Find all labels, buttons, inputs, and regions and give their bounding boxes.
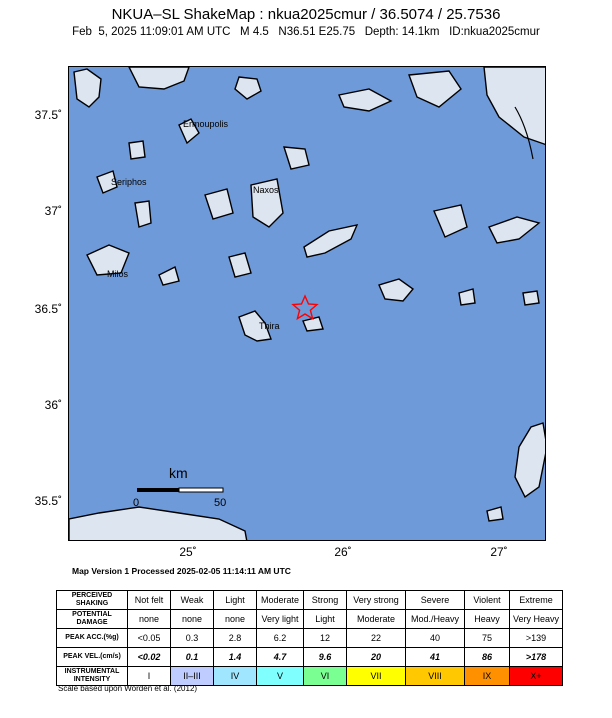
island-paros xyxy=(205,189,233,219)
island-crete xyxy=(69,507,247,541)
lon-label-25: 25˚ xyxy=(179,545,197,559)
island-evia-tip xyxy=(129,67,189,89)
legend-header-pgv: PEAK VEL.(cm/s) xyxy=(57,648,128,667)
island-amorgos xyxy=(304,225,357,257)
island-nisyros xyxy=(459,289,475,305)
map-title: NKUA–SL ShakeMap : nkua2025cmur / 36.5074 / 25.7536 xyxy=(111,6,501,23)
legend-header-intensity: INSTRUMENTAL INTENSITY xyxy=(57,667,128,686)
island-andros xyxy=(74,69,101,107)
map-canvas xyxy=(69,67,546,541)
intensity-cell: X+ xyxy=(510,667,563,686)
scalebar-tick-50: 50 xyxy=(214,497,227,509)
island-karpathos xyxy=(515,423,546,497)
island-astypalaia xyxy=(379,279,413,301)
intensity-cell: IX xyxy=(465,667,510,686)
intensity-cell: I xyxy=(128,667,171,686)
map-version: Map Version 1 Processed 2025-02-05 11:14:11 AM UTC xyxy=(72,566,291,576)
legend-header-shaking: PERCEIVED SHAKING xyxy=(57,591,128,610)
event-subtitle: Feb 5, 2025 11:09:01 AM UTC M 4.5 N36.51 E25.75 Depth: 14.1km ID:nkua2025cmur xyxy=(72,26,540,38)
epicenter-marker xyxy=(293,296,317,319)
lat-label-37-5: 37.5˚ xyxy=(34,108,62,122)
island-kea xyxy=(129,141,145,159)
lat-label-37: 37˚ xyxy=(44,204,62,218)
island-kos xyxy=(489,217,539,243)
island-east-coast xyxy=(484,67,546,145)
island-ios xyxy=(229,253,251,277)
island-tinos xyxy=(235,77,261,99)
lon-label-26: 26˚ xyxy=(334,545,352,559)
legend-row-pgv: PEAK VEL.(cm/s) <0.02 0.1 1.4 4.7 9.6 20 41 86 >178 xyxy=(57,648,563,667)
place-ermoupolis: Ermoupolis xyxy=(183,119,229,129)
legend-header-pga: PEAK ACC.(%g) xyxy=(57,629,128,648)
scale-note: Scale based upon Worden et al. (2012) xyxy=(58,684,198,693)
lat-label-35-5: 35.5˚ xyxy=(34,494,62,508)
place-thira: Thira xyxy=(259,321,280,331)
island-mykonos xyxy=(284,147,309,169)
legend-row-pga: PEAK ACC.(%g) <0.05 0.3 2.8 6.2 12 22 40 75 >139 xyxy=(57,629,563,648)
island-folegandros xyxy=(159,267,179,285)
intensity-cell: II–III xyxy=(171,667,214,686)
scalebar-tick-0: 0 xyxy=(133,497,140,509)
lat-label-36-5: 36.5˚ xyxy=(34,302,62,316)
lon-label-27: 27˚ xyxy=(490,545,508,559)
lat-label-36: 36˚ xyxy=(44,398,62,412)
scale-bar xyxy=(137,488,223,492)
scalebar-title: km xyxy=(169,465,188,481)
place-milos: Milos xyxy=(107,269,129,279)
legend-row-intensity xyxy=(57,667,563,686)
legend-row-shaking: PERCEIVED SHAKING Not felt Weak Light Moderate Strong Very strong Severe Violent Extreme xyxy=(57,591,563,610)
island-tilos xyxy=(523,291,539,305)
place-seriphos: Seriphos xyxy=(111,177,147,187)
place-naxos: Naxos xyxy=(253,185,279,195)
island-ikaria xyxy=(339,89,391,111)
intensity-cell: IV xyxy=(214,667,257,686)
island-kasos xyxy=(487,507,503,521)
legend-header-damage: POTENTIAL DAMAGE xyxy=(57,610,128,629)
island-leros-kalymnos xyxy=(434,205,467,237)
intensity-cell: V xyxy=(257,667,304,686)
intensity-cell: VI xyxy=(304,667,347,686)
shakemap-area xyxy=(68,66,546,541)
star-icon xyxy=(293,296,317,319)
island-sifnos xyxy=(135,201,151,227)
intensity-legend xyxy=(56,590,563,686)
island-samos xyxy=(409,71,461,107)
intensity-cell: VII xyxy=(347,667,406,686)
legend-row-damage: POTENTIAL DAMAGE none none none Very light Light Moderate Mod./Heavy Heavy Very Heavy xyxy=(57,610,563,629)
intensity-cell: VIII xyxy=(406,667,465,686)
